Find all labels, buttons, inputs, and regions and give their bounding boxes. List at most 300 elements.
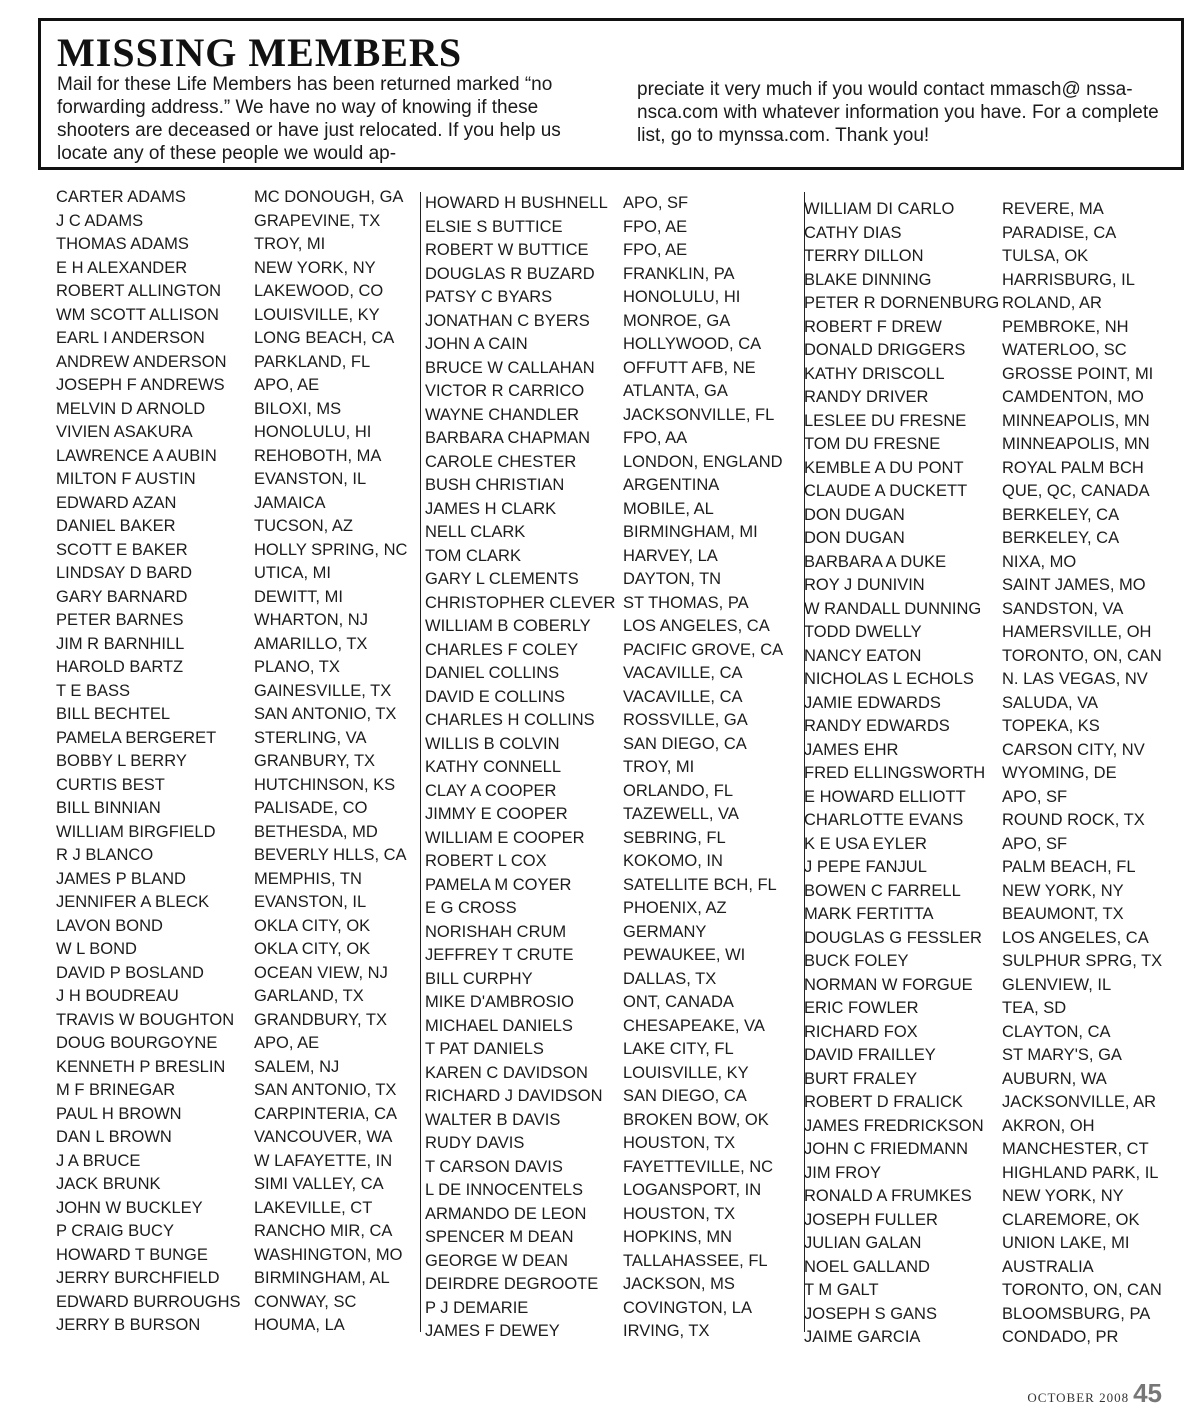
member-name: J C ADAMS [56,211,144,230]
member-name: KEMBLE A DU PONT [804,458,964,477]
member-name: GEORGE W DEAN [425,1251,569,1270]
member-row [804,692,1184,716]
member-location: JACKSONVILLE, AR [1002,1093,1157,1111]
member-location: TORONTO, ON, CAN [1002,646,1162,665]
member-row [425,239,805,263]
member-location: PACIFIC GROVE, CA [623,640,784,659]
member-location: MINNEAPOLIS, MN [1002,435,1150,453]
member-location: VANCOUVER, WA [254,1128,393,1146]
member-name: BILL BINNIAN [56,799,161,817]
member-location: LOUISVILLE, KY [254,305,380,324]
member-name: WILLIS B COLVIN [425,734,560,753]
member-location: N. LAS VEGAS, NV [1002,670,1148,688]
member-location: AKRON, OH [1002,1116,1095,1135]
member-row [42,304,422,328]
member-row [425,639,805,663]
member-row [42,374,422,398]
member-name: JIM R BARNHILL [56,634,185,653]
member-row [425,1273,805,1297]
member-location: PEMBROKE, NH [1002,317,1129,336]
member-location: BERKELEY, CA [1002,505,1120,524]
member-location: PALM BEACH, FL [1002,858,1136,876]
member-name: KAREN C DAVIDSON [425,1063,588,1082]
member-name: JULIAN GALAN [804,1234,922,1252]
member-location: PARKLAND, FL [254,352,371,371]
member-name: CARTER ADAMS [56,188,186,206]
member-location: HONOLULU, HI [254,423,372,441]
member-name: JAMES P BLAND [56,869,186,888]
member-location: GRANDBURY, TX [254,1010,387,1029]
member-name: WALTER B DAVIS [425,1110,561,1129]
member-location: CARPINTERIA, CA [254,1104,398,1123]
member-row [425,733,805,757]
member-name: DANIEL BAKER [56,517,176,535]
member-row [425,568,805,592]
member-location: MONROE, GA [623,311,731,330]
member-name: NANCY EATON [804,646,922,665]
member-name: PETER BARNES [56,611,184,629]
member-name: CHARLES F COLEY [425,640,579,659]
member-row [42,186,422,210]
member-name: LESLEE DU FRESNE [804,411,967,430]
member-name: EDWARD AZAN [56,493,177,512]
member-row [42,1150,422,1174]
member-name: T M GALT [804,1281,879,1299]
member-location: ROUND ROCK, TX [1002,811,1145,829]
member-row [425,1297,805,1321]
member-location: TROY, MI [254,235,326,253]
member-row [42,1197,422,1221]
member-row [42,539,422,563]
member-row [425,192,805,216]
member-location: SAN ANTONIO, TX [254,1081,397,1099]
member-row [425,991,805,1015]
member-name: DAVID FRAILLEY [804,1046,936,1064]
member-location: NEW YORK, NY [1002,881,1124,900]
member-row [804,856,1184,880]
member-name: CLAUDE A DUCKETT [804,482,968,500]
member-row [425,1226,805,1250]
member-location: CLAYTON, CA [1002,1022,1111,1041]
member-name: L DE INNOCENTELS [425,1181,584,1199]
member-location: MINNEAPOLIS, MN [1002,411,1150,430]
member-name: EDWARD BURROUGHS [56,1292,241,1311]
member-name: ANDREW ANDERSON [56,352,227,371]
member-name: CHARLES H COLLINS [425,711,595,729]
member-location: LONG BEACH, CA [254,329,395,347]
member-name: WILLIAM B COBERLY [425,617,591,635]
member-row [425,780,805,804]
member-row [425,1179,805,1203]
member-row [42,985,422,1009]
member-name: JERRY BURCHFIELD [56,1269,220,1287]
member-row [804,504,1184,528]
member-name: JOSEPH F ANDREWS [56,376,225,394]
member-name: E H ALEXANDER [56,258,188,277]
member-location: APO, SF [623,194,689,212]
member-row [42,492,422,516]
member-location: SAN ANTONIO, TX [254,705,397,723]
member-row [42,609,422,633]
member-row [425,709,805,733]
member-location: NIXA, MO [1002,552,1077,571]
member-location: ST THOMAS, PA [623,593,749,612]
member-location: PARADISE, CA [1002,223,1117,242]
member-row [804,386,1184,410]
member-location: WYOMING, DE [1002,764,1117,782]
member-location: PLANO, TX [254,658,340,676]
member-name: KENNETH P BRESLIN [56,1057,226,1076]
member-row [42,280,422,304]
member-name: MICHAEL DANIELS [425,1016,573,1035]
member-row [804,433,1184,457]
member-row [804,903,1184,927]
member-row [42,1267,422,1291]
member-row [42,515,422,539]
member-name: SPENCER M DEAN [425,1228,574,1246]
members-column-3 [804,198,1184,1350]
member-location: COVINGTON, LA [623,1298,752,1317]
member-location: CONDADO, PR [1002,1328,1119,1346]
member-row [42,1009,422,1033]
member-name: DOUGLAS R BUZARD [425,264,595,283]
member-location: SAINT JAMES, MO [1002,576,1146,594]
member-name: BURT FRALEY [804,1069,918,1088]
member-row [42,586,422,610]
member-location: TOPEKA, KS [1002,717,1100,735]
member-row [425,1250,805,1274]
member-row [804,598,1184,622]
member-location: CHESAPEAKE, VA [623,1016,765,1035]
member-name: LAWRENCE A AUBIN [56,446,217,465]
member-location: OKLA CITY, OK [254,916,371,935]
member-name: P J DEMARIE [425,1298,529,1317]
member-name: J A BRUCE [56,1151,141,1170]
member-name: VIVIEN ASAKURA [56,423,193,441]
member-location: QUE, QC, CANADA [1002,482,1150,500]
member-row [804,974,1184,998]
member-location: HARVEY, LA [623,546,718,565]
member-name: JAMES H CLARK [425,499,557,518]
member-row [425,474,805,498]
issue-date: OCTOBER 2008 [1027,1390,1130,1405]
member-row [425,545,805,569]
member-name: LINDSAY D BARD [56,564,193,582]
member-row [42,797,422,821]
member-name: T PAT DANIELS [425,1040,544,1058]
member-row [425,1085,805,1109]
member-row [42,656,422,680]
member-row [804,527,1184,551]
member-row [804,410,1184,434]
member-name: JOHN A CAIN [425,335,528,353]
member-location: ARGENTINA [623,476,720,494]
member-location: HONOLULU, HI [623,288,741,306]
member-name: RUDY DAVIS [425,1134,525,1152]
member-location: LAKEWOOD, CO [254,282,384,300]
member-row [42,398,422,422]
member-name: ROBERT F DREW [804,317,942,336]
member-row [804,1303,1184,1327]
member-name: JERRY B BURSON [56,1316,201,1334]
member-name: EARL I ANDERSON [56,329,205,347]
member-location: ROYAL PALM BCH [1002,458,1144,477]
member-location: AUSTRALIA [1002,1257,1094,1276]
member-location: FAYETTEVILLE, NC [623,1157,774,1176]
member-location: JACKSON, MS [623,1275,735,1293]
member-row [804,1162,1184,1186]
member-row [42,257,422,281]
member-row [425,451,805,475]
member-location: LAKE CITY, FL [623,1040,734,1058]
member-row [804,292,1184,316]
member-name: DEIRDRE DEGROOTE [425,1275,599,1293]
member-row [425,874,805,898]
member-row [42,1291,422,1315]
member-location: FPO, AE [623,217,688,236]
member-name: ROBERT L COX [425,852,547,870]
member-row [42,750,422,774]
member-name: JIMMY E COOPER [425,805,568,823]
member-location: REVERE, MA [1002,200,1104,218]
member-row [804,621,1184,645]
member-location: TEA, SD [1002,999,1067,1017]
member-location: SAN DIEGO, CA [623,734,747,753]
member-row [804,363,1184,387]
member-row [804,1091,1184,1115]
member-name: ELSIE S BUTTICE [425,217,563,236]
member-location: ROSSVILLE, GA [623,711,748,729]
member-location: HOUMA, LA [254,1316,345,1334]
member-row [42,1126,422,1150]
member-row [804,480,1184,504]
member-row [425,263,805,287]
member-name: BARBARA A DUKE [804,552,947,571]
member-row [425,216,805,240]
member-name: CATHY DIAS [804,223,902,242]
member-name: DAVID E COLLINS [425,687,565,706]
member-name: TOM CLARK [425,546,521,565]
member-row [425,1015,805,1039]
member-name: PAUL H BROWN [56,1104,182,1123]
member-location: AUBURN, WA [1002,1069,1107,1088]
member-name: JIM FROY [804,1163,881,1182]
member-location: CONWAY, SC [254,1292,357,1311]
member-location: IRVING, TX [623,1322,710,1340]
member-name: GARY L CLEMENTS [425,570,579,588]
member-location: WHARTON, NJ [254,611,368,629]
member-location: LONDON, ENGLAND [623,452,783,471]
member-row [42,962,422,986]
member-row [425,686,805,710]
member-location: JACKSONVILLE, FL [623,405,775,424]
member-name: HOWARD T BUNGE [56,1245,208,1264]
member-location: PEWAUKEE, WI [623,946,746,964]
member-location: ATLANTA, GA [623,382,728,400]
intro-text-right: preciate it very much if you would contact mmasch@ nssa-nsca.com with whatever information you have. For a complete list, go to mynssa.com. Thank you! [637,79,1159,146]
intro-text-left: Mail for these Life Members has been returned marked “no forwarding address.” We have no way of knowing if these shooters are deceased or have just relocated. If you help us locate any of these people we would ap- [57,74,561,164]
member-name: MIKE D'AMBROSIO [425,993,574,1011]
member-name: JONATHAN C BYERS [425,311,590,330]
member-name: JAMES EHR [804,740,899,759]
member-location: GLENVIEW, IL [1002,975,1112,994]
member-name: BILL BECHTEL [56,705,171,723]
member-location: GRANBURY, TX [254,752,376,770]
member-name: CHARLOTTE EVANS [804,811,964,829]
member-name: JACK BRUNK [56,1175,161,1193]
member-name: DAN L BROWN [56,1128,172,1146]
member-name: JOSEPH S GANS [804,1304,937,1323]
member-name: KATHY CONNELL [425,758,562,776]
member-row [425,498,805,522]
members-column-1 [42,186,422,1338]
member-row [804,1279,1184,1303]
member-name: BUSH CHRISTIAN [425,476,565,494]
member-location: HOUSTON, TX [623,1134,736,1152]
member-name: WILLIAM BIRGFIELD [56,822,216,841]
page-title: MISSING MEMBERS [57,30,463,75]
member-location: CARSON CITY, NV [1002,740,1145,759]
member-name: MILTON F AUSTIN [56,470,196,488]
member-row [42,844,422,868]
column-divider [420,192,421,1332]
member-row [42,727,422,751]
member-row [425,1062,805,1086]
member-row [425,921,805,945]
member-name: E HOWARD ELLIOTT [804,787,966,806]
member-location: HARRISBURG, IL [1002,270,1135,289]
member-location: GROSSE POINT, MI [1002,364,1154,383]
member-row [42,421,422,445]
member-row [804,1021,1184,1045]
member-row [804,997,1184,1021]
member-location: MC DONOUGH, GA [254,188,404,206]
member-name: RONALD A FRUMKES [804,1187,972,1205]
member-name: WILLIAM DI CARLO [804,200,955,218]
member-row [804,833,1184,857]
member-name: BOWEN C FARRELL [804,881,961,900]
member-name: BILL CURPHY [425,969,533,988]
member-location: ST MARY'S, GA [1002,1046,1122,1064]
member-row [804,574,1184,598]
member-name: BLAKE DINNING [804,270,932,289]
member-row [425,897,805,921]
member-name: BRUCE W CALLAHAN [425,358,595,377]
member-name: JOSEPH FULLER [804,1210,938,1229]
member-row [425,404,805,428]
member-location: W LAFAYETTE, IN [254,1151,393,1170]
member-location: FPO, AE [623,241,688,259]
member-name: FRED ELLINGSWORTH [804,764,986,782]
member-name: DAVID P BOSLAND [56,963,204,982]
member-row [425,662,805,686]
member-row [425,1320,805,1344]
member-name: DONALD DRIGGERS [804,341,966,359]
member-row [42,1079,422,1103]
member-name: PETER R DORNENBURG [804,294,1000,312]
member-location: HIGHLAND PARK, IL [1002,1163,1159,1182]
member-row [42,703,422,727]
member-location: HOLLY SPRING, NC [254,540,408,559]
members-list [42,186,1172,1346]
member-location: WASHINGTON, MO [254,1245,403,1264]
member-location: DEWITT, MI [254,587,343,606]
member-location: BILOXI, MS [254,399,342,418]
member-name: DON DUGAN [804,505,905,524]
member-location: EVANSTON, IL [254,470,367,488]
member-location: JAMAICA [254,493,326,512]
member-location: BEVERLY HLLS, CA [254,846,407,864]
member-location: BIRMINGHAM, MI [623,523,758,541]
member-row [425,968,805,992]
member-row [425,944,805,968]
member-row [42,445,422,469]
member-row [42,468,422,492]
member-location: EVANSTON, IL [254,893,367,911]
member-name: DOUGLAS G FESSLER [804,928,982,947]
member-location: BROKEN BOW, OK [623,1110,769,1129]
member-location: PALISADE, CO [254,799,368,817]
member-name: PAMELA BERGERET [56,728,217,747]
member-row [804,950,1184,974]
member-name: NOEL GALLAND [804,1257,930,1276]
member-location: MOBILE, AL [623,499,714,518]
member-name: W L BOND [56,940,137,958]
member-row [42,868,422,892]
member-location: TUCSON, AZ [254,517,354,535]
member-row [425,357,805,381]
member-location: UNION LAKE, MI [1002,1234,1130,1252]
member-location: SANDSTON, VA [1002,599,1124,618]
member-row [804,1068,1184,1092]
member-location: APO, AE [254,376,320,394]
member-location: TAZEWELL, VA [623,805,739,823]
member-row [804,739,1184,763]
member-location: OFFUTT AFB, NE [623,358,756,377]
member-location: DAYTON, TN [623,570,722,588]
member-row [804,245,1184,269]
member-location: UTICA, MI [254,564,331,582]
member-row [425,1038,805,1062]
member-location: HUTCHINSON, KS [254,775,396,794]
member-location: STERLING, VA [254,728,367,747]
member-location: MANCHESTER, CT [1002,1140,1149,1158]
member-location: LOS ANGELES, CA [623,617,770,635]
member-location: REHOBOTH, MA [254,446,382,465]
member-name: TOM DU FRESNE [804,435,941,453]
member-location: HOUSTON, TX [623,1204,736,1223]
member-location: PHOENIX, AZ [623,899,727,917]
member-row [804,1138,1184,1162]
member-location: LAKEVILLE, CT [254,1198,373,1217]
member-location: APO, AE [254,1034,320,1052]
member-name: PAMELA M COYER [425,875,572,894]
member-location: NEW YORK, NY [254,258,376,277]
member-row [42,1220,422,1244]
member-name: CHRISTOPHER CLEVER [425,593,616,612]
member-name: VICTOR R CARRICO [425,382,585,400]
member-name: HOWARD H BUSHNELL [425,194,608,212]
member-location: TULSA, OK [1002,247,1089,265]
member-location: BLOOMSBURG, PA [1002,1304,1151,1323]
member-name: JAMIE EDWARDS [804,693,941,712]
member-row [425,756,805,780]
member-location: SAN DIEGO, CA [623,1087,747,1105]
member-location: SULPHUR SPRG, TX [1002,952,1163,970]
member-location: VACAVILLE, CA [623,687,743,706]
member-name: CAROLE CHESTER [425,452,577,471]
member-location: ORLANDO, FL [623,781,734,800]
